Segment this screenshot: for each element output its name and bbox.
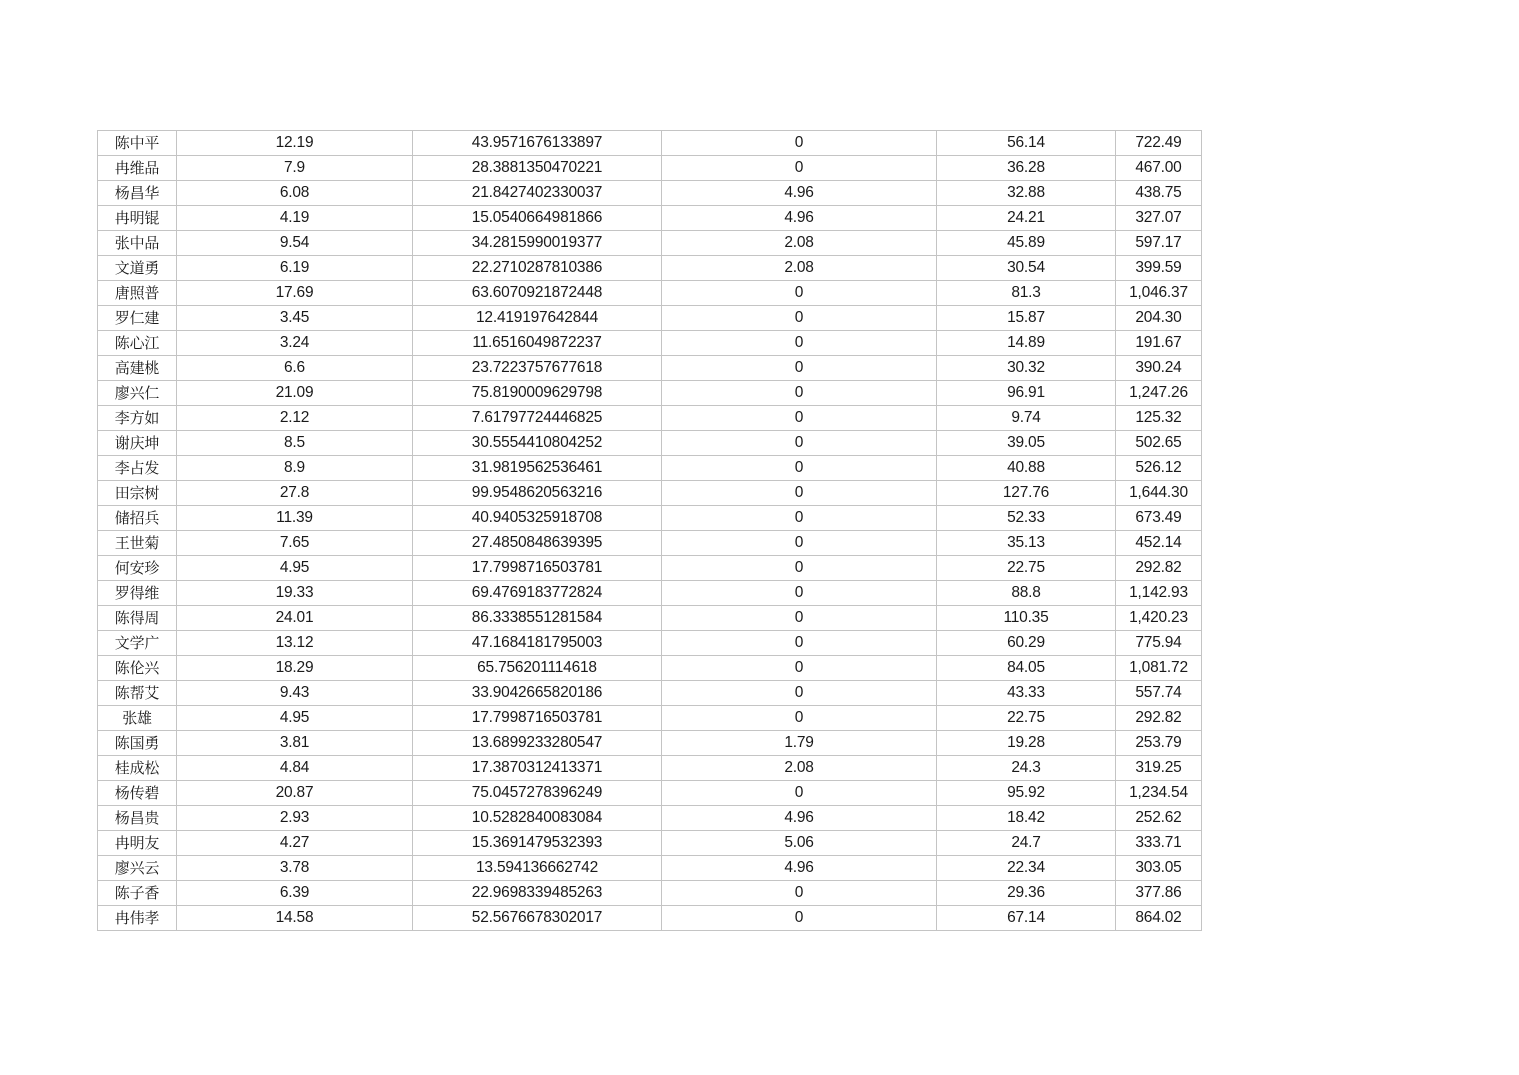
amount-cell: 1,247.26 [1116, 381, 1202, 406]
name-cell: 杨昌华 [98, 181, 177, 206]
name-cell: 何安珍 [98, 556, 177, 581]
value-cell-c: 0 [662, 781, 937, 806]
amount-cell: 333.71 [1116, 831, 1202, 856]
table-row [98, 781, 1202, 806]
value-cell-c: 0 [662, 506, 937, 531]
amount-cell: 452.14 [1116, 531, 1202, 556]
value-cell-c: 0 [662, 406, 937, 431]
value-cell-b: 17.3870312413371 [413, 756, 662, 781]
value-cell-b: 15.0540664981866 [413, 206, 662, 231]
amount-cell: 303.05 [1116, 856, 1202, 881]
value-cell-d: 84.05 [937, 656, 1116, 681]
name-cell: 文学广 [98, 631, 177, 656]
value-cell-b: 43.9571676133897 [413, 131, 662, 156]
value-cell-a: 12.19 [177, 131, 413, 156]
value-cell-d: 22.75 [937, 556, 1116, 581]
amount-cell: 864.02 [1116, 906, 1202, 931]
value-cell-c: 2.08 [662, 256, 937, 281]
value-cell-d: 32.88 [937, 181, 1116, 206]
table-row [98, 381, 1202, 406]
amount-cell: 390.24 [1116, 356, 1202, 381]
name-cell: 罗得维 [98, 581, 177, 606]
table-row [98, 356, 1202, 381]
value-cell-a: 20.87 [177, 781, 413, 806]
value-cell-a: 2.93 [177, 806, 413, 831]
value-cell-b: 40.9405325918708 [413, 506, 662, 531]
amount-cell: 502.65 [1116, 431, 1202, 456]
table-row [98, 281, 1202, 306]
value-cell-a: 27.8 [177, 481, 413, 506]
name-cell: 王世菊 [98, 531, 177, 556]
table-row [98, 431, 1202, 456]
value-cell-d: 52.33 [937, 506, 1116, 531]
value-cell-a: 6.39 [177, 881, 413, 906]
value-cell-b: 31.9819562536461 [413, 456, 662, 481]
amount-cell: 526.12 [1116, 456, 1202, 481]
value-cell-b: 52.5676678302017 [413, 906, 662, 931]
value-cell-b: 10.5282840083084 [413, 806, 662, 831]
amount-cell: 399.59 [1116, 256, 1202, 281]
value-cell-b: 17.7998716503781 [413, 706, 662, 731]
value-cell-b: 69.4769183772824 [413, 581, 662, 606]
amount-cell: 467.00 [1116, 156, 1202, 181]
value-cell-a: 2.12 [177, 406, 413, 431]
table-row [98, 606, 1202, 631]
table-row [98, 231, 1202, 256]
value-cell-d: 40.88 [937, 456, 1116, 481]
amount-cell: 1,420.23 [1116, 606, 1202, 631]
name-cell: 文道勇 [98, 256, 177, 281]
value-cell-a: 24.01 [177, 606, 413, 631]
name-cell: 陈帮艾 [98, 681, 177, 706]
value-cell-a: 4.19 [177, 206, 413, 231]
value-cell-d: 45.89 [937, 231, 1116, 256]
name-cell: 罗仁建 [98, 306, 177, 331]
value-cell-a: 6.6 [177, 356, 413, 381]
value-cell-a: 7.65 [177, 531, 413, 556]
value-cell-b: 27.4850848639395 [413, 531, 662, 556]
value-cell-c: 0 [662, 906, 937, 931]
table-row [98, 406, 1202, 431]
value-cell-c: 4.96 [662, 181, 937, 206]
name-cell: 廖兴仁 [98, 381, 177, 406]
amount-cell: 204.30 [1116, 306, 1202, 331]
value-cell-d: 14.89 [937, 331, 1116, 356]
value-cell-d: 30.54 [937, 256, 1116, 281]
name-cell: 李方如 [98, 406, 177, 431]
value-cell-b: 63.6070921872448 [413, 281, 662, 306]
amount-cell: 252.62 [1116, 806, 1202, 831]
value-cell-d: 24.21 [937, 206, 1116, 231]
value-cell-b: 22.2710287810386 [413, 256, 662, 281]
value-cell-d: 24.3 [937, 756, 1116, 781]
amount-cell: 557.74 [1116, 681, 1202, 706]
amount-cell: 191.67 [1116, 331, 1202, 356]
value-cell-c: 0 [662, 531, 937, 556]
value-cell-c: 0 [662, 656, 937, 681]
table-row [98, 306, 1202, 331]
name-cell: 冉维品 [98, 156, 177, 181]
amount-cell: 377.86 [1116, 881, 1202, 906]
value-cell-b: 13.6899233280547 [413, 731, 662, 756]
value-cell-c: 0 [662, 606, 937, 631]
value-cell-c: 5.06 [662, 831, 937, 856]
value-cell-a: 18.29 [177, 656, 413, 681]
value-cell-d: 88.8 [937, 581, 1116, 606]
name-cell: 陈心江 [98, 331, 177, 356]
name-cell: 冉明锟 [98, 206, 177, 231]
value-cell-d: 96.91 [937, 381, 1116, 406]
value-cell-a: 6.08 [177, 181, 413, 206]
value-cell-a: 9.43 [177, 681, 413, 706]
value-cell-a: 4.84 [177, 756, 413, 781]
value-cell-d: 22.75 [937, 706, 1116, 731]
value-cell-c: 0 [662, 456, 937, 481]
amount-cell: 1,142.93 [1116, 581, 1202, 606]
table-row [98, 531, 1202, 556]
amount-cell: 125.32 [1116, 406, 1202, 431]
amount-cell: 253.79 [1116, 731, 1202, 756]
table-row [98, 706, 1202, 731]
name-cell: 杨传碧 [98, 781, 177, 806]
value-cell-c: 0 [662, 131, 937, 156]
name-cell: 廖兴云 [98, 856, 177, 881]
value-cell-d: 29.36 [937, 881, 1116, 906]
amount-cell: 292.82 [1116, 706, 1202, 731]
value-cell-a: 7.9 [177, 156, 413, 181]
value-cell-a: 3.81 [177, 731, 413, 756]
value-cell-d: 81.3 [937, 281, 1116, 306]
value-cell-d: 35.13 [937, 531, 1116, 556]
amount-cell: 597.17 [1116, 231, 1202, 256]
amount-cell: 1,046.37 [1116, 281, 1202, 306]
table-row [98, 256, 1202, 281]
value-cell-d: 67.14 [937, 906, 1116, 931]
value-cell-d: 36.28 [937, 156, 1116, 181]
value-cell-c: 0 [662, 306, 937, 331]
value-cell-d: 127.76 [937, 481, 1116, 506]
table-row [98, 456, 1202, 481]
value-cell-c: 0 [662, 281, 937, 306]
value-cell-c: 0 [662, 706, 937, 731]
value-cell-b: 7.61797724446825 [413, 406, 662, 431]
table-row [98, 331, 1202, 356]
value-cell-a: 8.5 [177, 431, 413, 456]
value-cell-d: 24.7 [937, 831, 1116, 856]
amount-cell: 1,644.30 [1116, 481, 1202, 506]
value-cell-b: 99.9548620563216 [413, 481, 662, 506]
value-cell-c: 2.08 [662, 756, 937, 781]
value-cell-b: 22.9698339485263 [413, 881, 662, 906]
table-row [98, 831, 1202, 856]
value-cell-d: 60.29 [937, 631, 1116, 656]
value-cell-c: 1.79 [662, 731, 937, 756]
name-cell: 谢庆坤 [98, 431, 177, 456]
value-cell-a: 6.19 [177, 256, 413, 281]
value-cell-b: 23.7223757677618 [413, 356, 662, 381]
table-row [98, 506, 1202, 531]
value-cell-b: 65.756201114618 [413, 656, 662, 681]
value-cell-b: 11.6516049872237 [413, 331, 662, 356]
table-row [98, 156, 1202, 181]
name-cell: 陈中平 [98, 131, 177, 156]
value-cell-d: 43.33 [937, 681, 1116, 706]
value-cell-c: 0 [662, 381, 937, 406]
amount-cell: 1,081.72 [1116, 656, 1202, 681]
amount-cell: 327.07 [1116, 206, 1202, 231]
table-row [98, 131, 1202, 156]
name-cell: 张雄 [98, 706, 177, 731]
value-cell-a: 14.58 [177, 906, 413, 931]
table-row [98, 656, 1202, 681]
value-cell-d: 15.87 [937, 306, 1116, 331]
table-row [98, 181, 1202, 206]
value-cell-a: 19.33 [177, 581, 413, 606]
name-cell: 桂成松 [98, 756, 177, 781]
value-cell-c: 4.96 [662, 206, 937, 231]
value-cell-d: 9.74 [937, 406, 1116, 431]
amount-cell: 775.94 [1116, 631, 1202, 656]
table-row [98, 681, 1202, 706]
value-cell-d: 95.92 [937, 781, 1116, 806]
data-table [97, 130, 1202, 931]
value-cell-a: 21.09 [177, 381, 413, 406]
name-cell: 杨昌贵 [98, 806, 177, 831]
value-cell-b: 33.9042665820186 [413, 681, 662, 706]
value-cell-b: 28.3881350470221 [413, 156, 662, 181]
amount-cell: 292.82 [1116, 556, 1202, 581]
value-cell-a: 3.45 [177, 306, 413, 331]
value-cell-d: 110.35 [937, 606, 1116, 631]
name-cell: 陈国勇 [98, 731, 177, 756]
table-row [98, 206, 1202, 231]
table-row [98, 731, 1202, 756]
value-cell-b: 30.5554410804252 [413, 431, 662, 456]
table-row [98, 581, 1202, 606]
value-cell-d: 39.05 [937, 431, 1116, 456]
value-cell-b: 17.7998716503781 [413, 556, 662, 581]
table-row [98, 481, 1202, 506]
table-body [98, 131, 1202, 931]
value-cell-a: 4.95 [177, 706, 413, 731]
value-cell-b: 21.8427402330037 [413, 181, 662, 206]
table-row [98, 856, 1202, 881]
value-cell-b: 12.419197642844 [413, 306, 662, 331]
value-cell-d: 18.42 [937, 806, 1116, 831]
value-cell-a: 3.24 [177, 331, 413, 356]
table-row [98, 556, 1202, 581]
value-cell-a: 11.39 [177, 506, 413, 531]
name-cell: 高建桃 [98, 356, 177, 381]
amount-cell: 722.49 [1116, 131, 1202, 156]
value-cell-c: 0 [662, 556, 937, 581]
name-cell: 陈子香 [98, 881, 177, 906]
value-cell-b: 15.3691479532393 [413, 831, 662, 856]
name-cell: 陈伦兴 [98, 656, 177, 681]
value-cell-c: 4.96 [662, 806, 937, 831]
value-cell-b: 75.0457278396249 [413, 781, 662, 806]
value-cell-a: 13.12 [177, 631, 413, 656]
value-cell-a: 3.78 [177, 856, 413, 881]
value-cell-d: 19.28 [937, 731, 1116, 756]
value-cell-c: 0 [662, 481, 937, 506]
table-row [98, 631, 1202, 656]
name-cell: 张中品 [98, 231, 177, 256]
value-cell-c: 0 [662, 881, 937, 906]
value-cell-b: 86.3338551281584 [413, 606, 662, 631]
value-cell-d: 22.34 [937, 856, 1116, 881]
value-cell-a: 8.9 [177, 456, 413, 481]
table-row [98, 881, 1202, 906]
name-cell: 陈得周 [98, 606, 177, 631]
table-row [98, 906, 1202, 931]
value-cell-c: 0 [662, 681, 937, 706]
value-cell-b: 75.8190009629798 [413, 381, 662, 406]
name-cell: 储招兵 [98, 506, 177, 531]
value-cell-b: 47.1684181795003 [413, 631, 662, 656]
name-cell: 唐照普 [98, 281, 177, 306]
value-cell-c: 0 [662, 156, 937, 181]
value-cell-c: 0 [662, 331, 937, 356]
table-row [98, 756, 1202, 781]
value-cell-c: 0 [662, 356, 937, 381]
value-cell-b: 13.594136662742 [413, 856, 662, 881]
value-cell-a: 4.27 [177, 831, 413, 856]
value-cell-c: 0 [662, 631, 937, 656]
name-cell: 冉明友 [98, 831, 177, 856]
name-cell: 李占发 [98, 456, 177, 481]
table-row [98, 806, 1202, 831]
value-cell-a: 17.69 [177, 281, 413, 306]
name-cell: 田宗树 [98, 481, 177, 506]
value-cell-d: 30.32 [937, 356, 1116, 381]
value-cell-d: 56.14 [937, 131, 1116, 156]
value-cell-c: 0 [662, 431, 937, 456]
amount-cell: 1,234.54 [1116, 781, 1202, 806]
value-cell-c: 4.96 [662, 856, 937, 881]
value-cell-c: 2.08 [662, 231, 937, 256]
name-cell: 冉伟孝 [98, 906, 177, 931]
value-cell-b: 34.2815990019377 [413, 231, 662, 256]
amount-cell: 319.25 [1116, 756, 1202, 781]
value-cell-c: 0 [662, 581, 937, 606]
amount-cell: 673.49 [1116, 506, 1202, 531]
value-cell-a: 9.54 [177, 231, 413, 256]
amount-cell: 438.75 [1116, 181, 1202, 206]
value-cell-a: 4.95 [177, 556, 413, 581]
